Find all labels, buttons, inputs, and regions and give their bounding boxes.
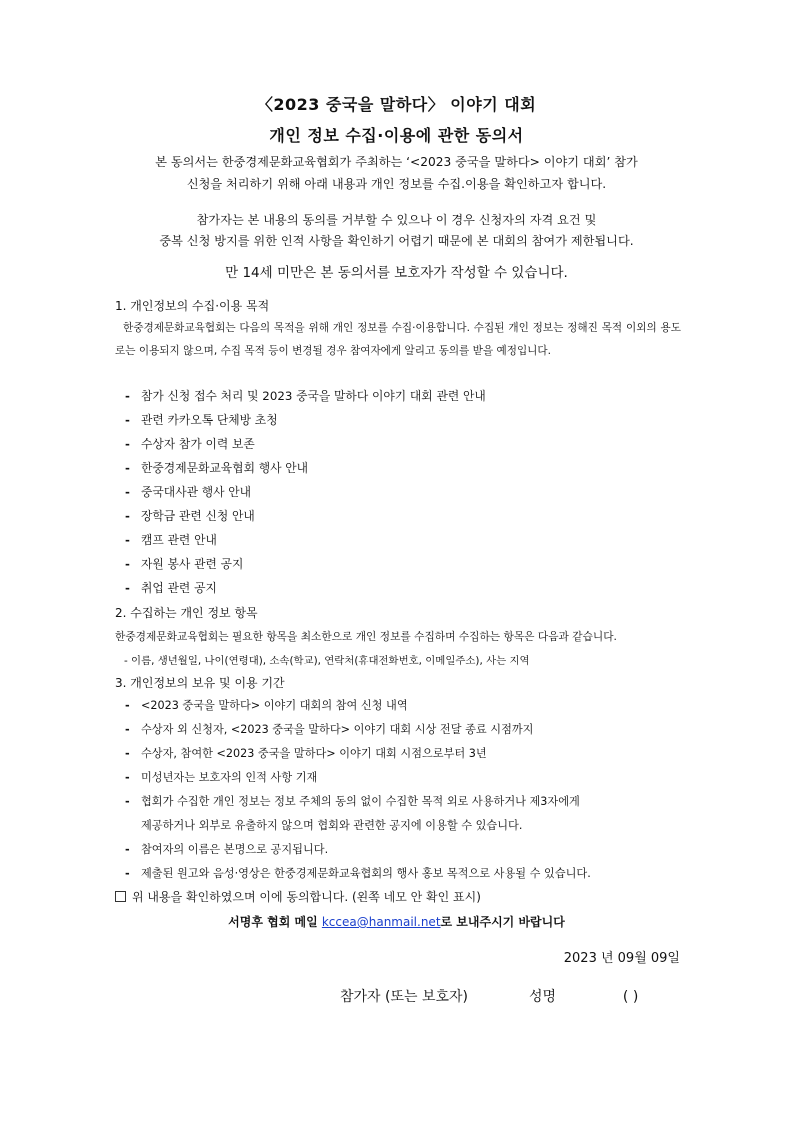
list-item: - 중국대사관 행사 안내 [125,485,252,499]
list-item: - <2023 중국을 말하다> 이야기 대회의 참여 신청 내역 [125,699,408,712]
list-item: - 관련 카카오톡 단체방 초청 [125,413,278,427]
mail-instruction: 서명후 협회 메일 kccea@hanmail.net로 보내주시기 바랍니다 [228,915,565,929]
consent-line [115,888,481,905]
section-2-paragraph: 한중경제문화교육협회는 필요한 항목을 최소한으로 개인 정보를 수집하며 수집하는 항목은 다음과 같습니다. [115,630,617,643]
list-item: - 참가 신청 접수 처리 및 2023 중국을 말하다 이야기 대회 관련 안내 [125,389,486,403]
consent-text: 위 내용을 확인하였으며 이에 동의합니다. (왼쪽 네모 안 확인 표시) [132,890,481,904]
consent-checkbox[interactable] [115,891,126,902]
list-item: - 자원 봉사 관련 공지 [125,557,244,571]
section-2-heading: 2. 수집하는 개인 정보 항목 [115,606,258,620]
list-item: - 수상자 참가 이력 보존 [125,437,255,451]
list-item: - 캠프 관련 안내 [125,533,217,547]
email-link[interactable]: kccea@hanmail.net [321,915,441,929]
list-item: - 미성년자는 보호자의 인적 사항 기재 [125,771,318,784]
intro-line-1: 본 동의서는 한중경제문화교육협회가 주최하는 ‘<2023 중국을 말하다> 이야기 대회’ 참가 [155,155,638,169]
name-label: 성명 [528,989,556,1005]
intro-line-2: 신청을 처리하기 위해 아래 내용과 개인 정보를 수집.이용을 확인하고자 합니다. [186,177,607,191]
participant-label: 참가자 (또는 보호자) [340,989,469,1005]
list-item: - 한중경제문화교육협회 행사 안내 [125,461,309,475]
document-subtitle: 개인 정보 수집·이용에 관한 동의서 [269,126,524,145]
list-item: - 수상자 외 신청자, <2023 중국을 말하다> 이야기 대회 시상 전달 종료 시점까지 [125,723,534,736]
warning-line-1: 참가자는 본 내용의 동의를 거부할 수 있으나 이 경우 신청자의 자격 요건 및 [196,213,597,227]
list-item: - 제출된 원고와 음성·영상은 한중경제문화교육협회의 행사 홍보 목적으로 사용될 수 있습니다. [125,867,591,880]
section-1-paragraph-text: 한중경제문화교육협회는 다음의 목적을 위해 개인 정보를 수집·이용합니다. 수집된 개인 정보는 정해진 목적 이외의 용도로는 이용되지 않으며, 수집 목적 등이 변경될 경우 참여자에게 알리고 동의를 받을 예정입니다. [115,322,681,357]
document-title: 〈2023 중국을 말하다〉 이야기 대회 [256,95,537,114]
list-item-continuation: 제공하거나 외부로 유출하지 않으며 협회와 관련한 공지에 이용할 수 있습니다. [141,819,523,832]
list-item: - 협회가 수집한 개인 정보는 정보 주체의 동의 없이 수집한 목적 외로 사용하거나 제3자에게 [125,795,580,808]
list-item: - 장학금 관련 신청 안내 [125,509,255,523]
date: 2023 년 09월 09일 [563,951,680,966]
list-item: - 취업 관련 공지 [125,581,217,595]
section-3-heading: 3. 개인정보의 보유 및 이용 기간 [115,676,285,690]
age-notice: 만 14세 미만은 본 동의서를 보호자가 작성할 수 있습니다. [225,265,568,281]
signature-field[interactable]: ( ) [622,989,639,1005]
warning-line-2: 중복 신청 방지를 위한 인적 사항을 확인하기 어렵기 때문에 본 대회의 참여가 제한됩니다. [159,234,634,248]
list-item: - 수상자, 참여한 <2023 중국을 말하다> 이야기 대회 시점으로부터 3년 [125,747,487,760]
section-1-heading: 1. 개인정보의 수집·이용 목적 [115,299,270,313]
section-1-paragraph [115,317,681,363]
list-item: - 참여자의 이름은 본명으로 공지됩니다. [125,843,329,856]
signature-line [340,986,638,1006]
section-2-item: - 이름, 생년월일, 나이(연령대), 소속(학교), 연락처(휴대전화번호, 이메일주소), 사는 지역 [124,655,530,667]
